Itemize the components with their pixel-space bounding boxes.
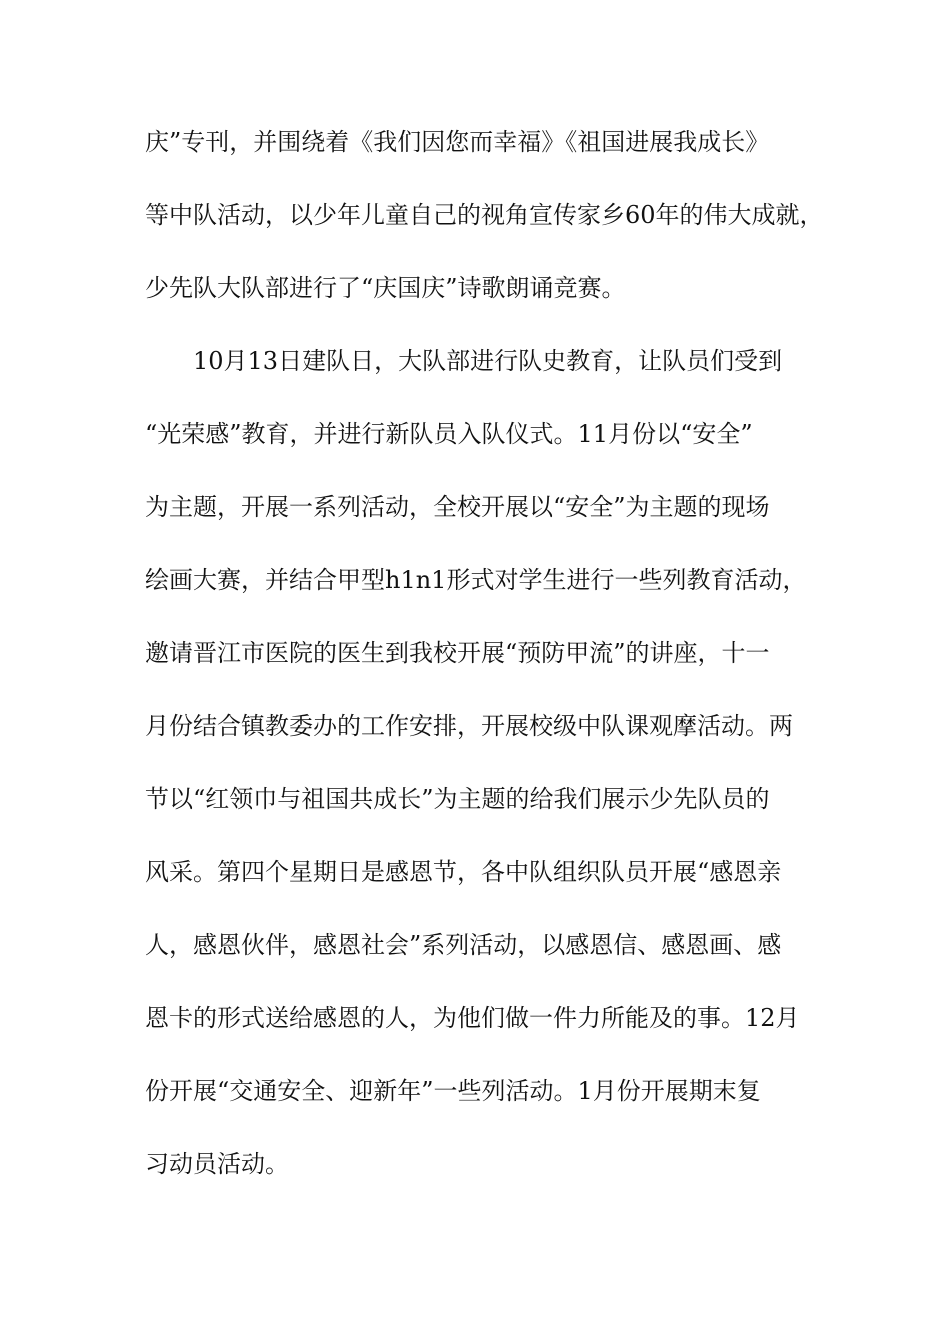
- paragraph-start-line: 10月13日建队日，大队部进行队史教育，让队员们受到: [193, 347, 783, 375]
- text-line: 风采。第四个星期日是感恩节，各中队组织队员开展“感恩亲: [145, 858, 782, 886]
- text-line: 月份结合镇教委办的工作安排，开展校级中队课观摩活动。两: [145, 712, 793, 740]
- text-line: 份开展“交通安全、迎新年”一些列活动。1月份开展期末复: [145, 1077, 761, 1105]
- text-line: 为主题，开展一系列活动，全校开展以“安全”为主题的现场: [145, 493, 770, 521]
- text-line: “光荣感”教育，并进行新队员入队仪式。11月份以“安全”: [145, 420, 753, 448]
- document-body: [145, 125, 824, 1220]
- text-line: 绘画大赛，并结合甲型h1n1形式对学生进行一些列教育活动，: [145, 566, 807, 594]
- text-line: 等中队活动，以少年儿童自己的视角宣传家乡60年的伟大成就，: [145, 201, 824, 229]
- text-line: 恩卡的形式送给感恩的人，为他们做一件力所能及的事。12月: [145, 1004, 800, 1032]
- text-line: 节以“红领巾与祖国共成长”为主题的给我们展示少先队员的: [145, 785, 770, 813]
- text-line: 习动员活动。: [145, 1150, 289, 1178]
- text-line: 庆”专刊，并围绕着《我们因您而幸福》《祖国进展我成长》: [145, 128, 770, 156]
- text-line: 人，感恩伙伴，感恩社会”系列活动，以感恩信、感恩画、感: [145, 931, 782, 959]
- text-line: 少先队大队部进行了“庆国庆”诗歌朗诵竞赛。: [145, 274, 626, 302]
- text-line: 邀请晋江市医院的医生到我校开展“预防甲流”的讲座，十一: [145, 639, 770, 667]
